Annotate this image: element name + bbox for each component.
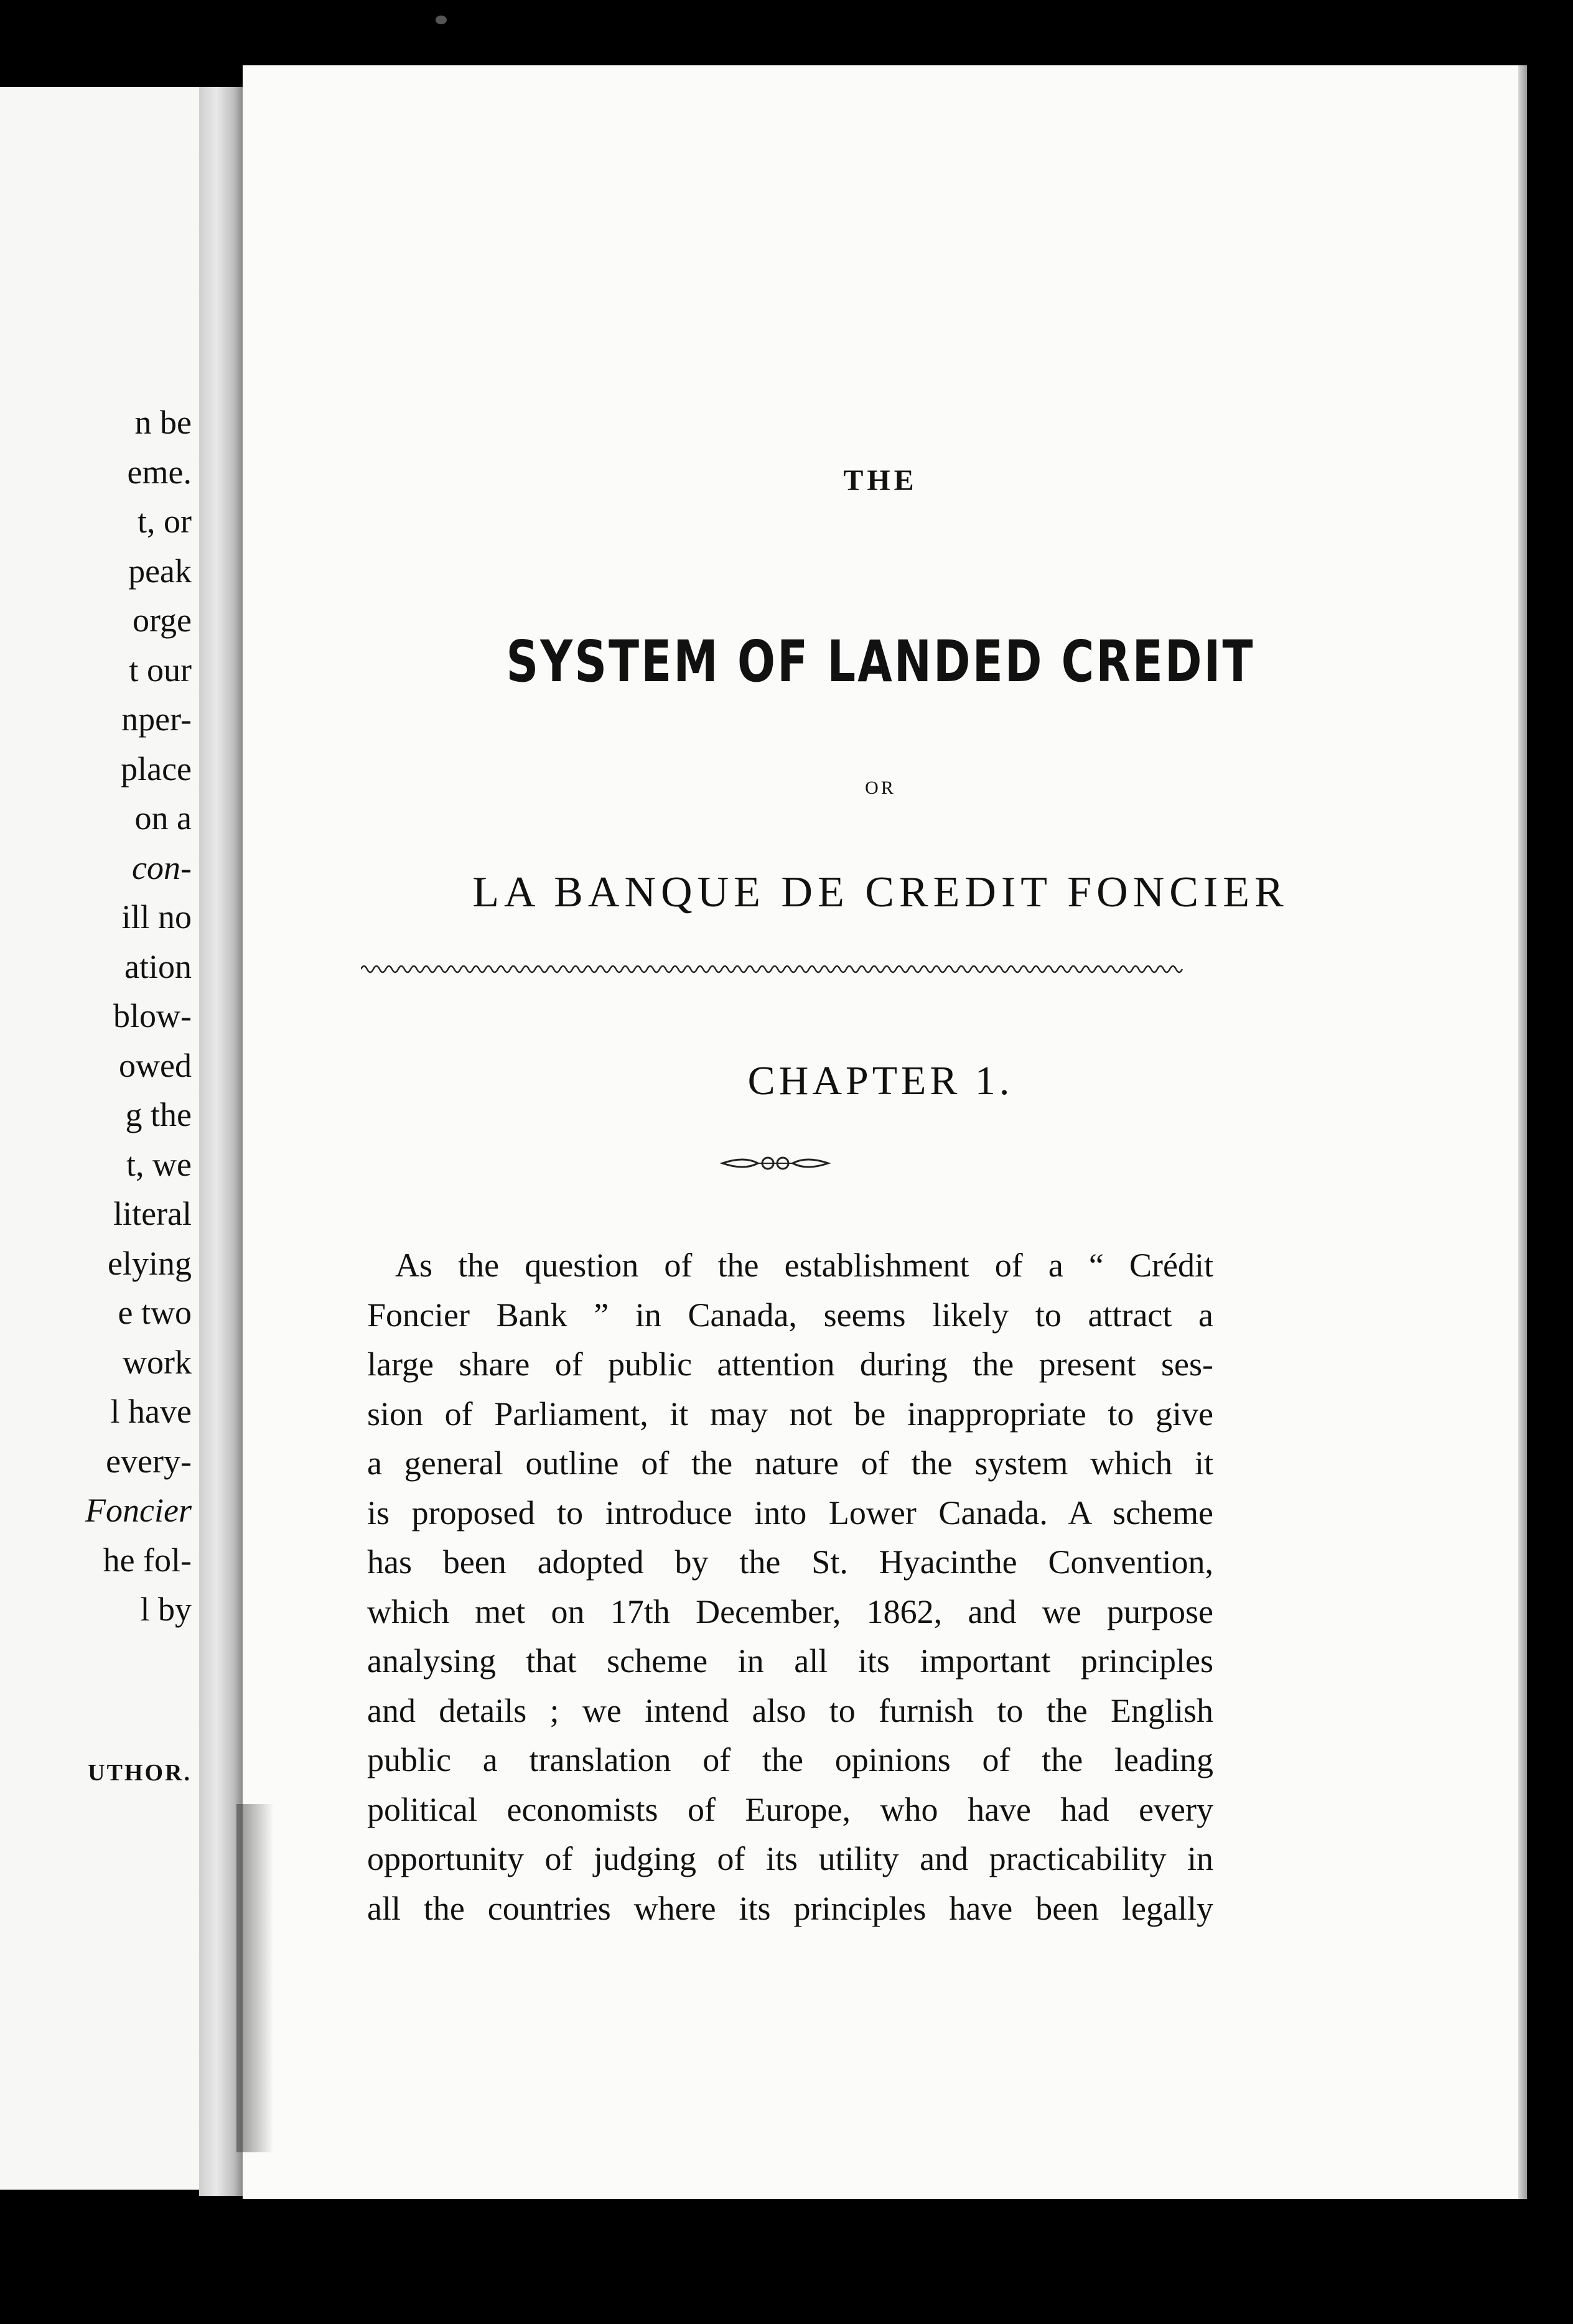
wavy-divider-rule	[361, 960, 1185, 978]
body-line: analysing that scheme in all its important principles	[367, 1642, 1213, 1680]
left-line: place	[121, 750, 192, 788]
left-line: orge	[133, 602, 192, 639]
left-line: nper-	[121, 700, 192, 738]
left-line: t, we	[126, 1145, 192, 1183]
left-line: elying	[108, 1244, 192, 1282]
gutter-shadow	[236, 1804, 274, 2152]
left-line: on a	[134, 799, 192, 837]
left-line: work	[123, 1343, 192, 1381]
left-line: n be	[134, 404, 192, 441]
left-line: l have	[110, 1393, 192, 1430]
page-edge	[1518, 65, 1527, 2199]
left-line: t our	[129, 651, 192, 689]
body-line: has been adopted by the St. Hyacinthe Convention,	[367, 1543, 1213, 1581]
body-line: and details ; we intend also to furnish to the English	[367, 1691, 1213, 1729]
left-line: ation	[124, 947, 192, 985]
body-line: public a translation of the opinions of the leading	[367, 1741, 1213, 1778]
left-line: eme.	[127, 453, 192, 491]
title-article: THE	[843, 464, 918, 497]
body-line: Foncier Bank ” in Canada, seems likely to attract a	[367, 1296, 1213, 1334]
left-line: t, or	[138, 503, 192, 540]
body-line: is proposed to introduce into Lower Canada. A scheme	[367, 1494, 1213, 1532]
left-line: blow-	[113, 997, 192, 1034]
body-line: opportunity of judging of its utility and practicability in	[367, 1840, 1213, 1877]
left-line: owed	[119, 1046, 192, 1084]
left-line: Foncier	[85, 1492, 192, 1529]
main-title: SYSTEM OF LANDED CREDIT	[506, 628, 1255, 695]
left-line: peak	[128, 552, 192, 590]
body-line: sion of Parliament, it may not be inappropriate to give	[367, 1395, 1213, 1433]
subtitle: LA BANQUE DE CREDIT FONCIER	[472, 868, 1289, 916]
left-line: g the	[125, 1096, 192, 1133]
body-line: As the question of the establishment of a “ Crédit	[395, 1247, 1213, 1284]
left-page-fragment	[0, 87, 199, 2190]
left-line: literal	[113, 1195, 192, 1232]
body-line: all the countries where its principles have been legally	[367, 1889, 1213, 1927]
title-page	[243, 65, 1518, 2199]
body-line: which met on 17th December, 1862, and we purpose	[367, 1592, 1213, 1630]
printers-ornament	[719, 1151, 831, 1176]
dust-speck	[436, 16, 447, 24]
body-line: large share of public attention during the present ses-	[367, 1346, 1213, 1383]
left-line: l by	[140, 1591, 192, 1628]
left-page-text	[85, 398, 192, 1635]
left-line: he fol-	[103, 1541, 192, 1579]
left-line: con-	[132, 848, 192, 886]
left-line: ill no	[121, 898, 192, 936]
left-line: every-	[106, 1442, 192, 1480]
body-line: a general outline of the nature of the system which it	[367, 1444, 1213, 1482]
title-conjunction: OR	[865, 778, 896, 798]
author-signature-fragment: UTHOR.	[88, 1760, 192, 1786]
left-line: e two	[118, 1294, 192, 1331]
chapter-heading: CHAPTER 1.	[747, 1058, 1014, 1104]
chapter-body-text	[367, 1241, 1213, 1933]
body-line: political economists of Europe, who have had every	[367, 1790, 1213, 1828]
